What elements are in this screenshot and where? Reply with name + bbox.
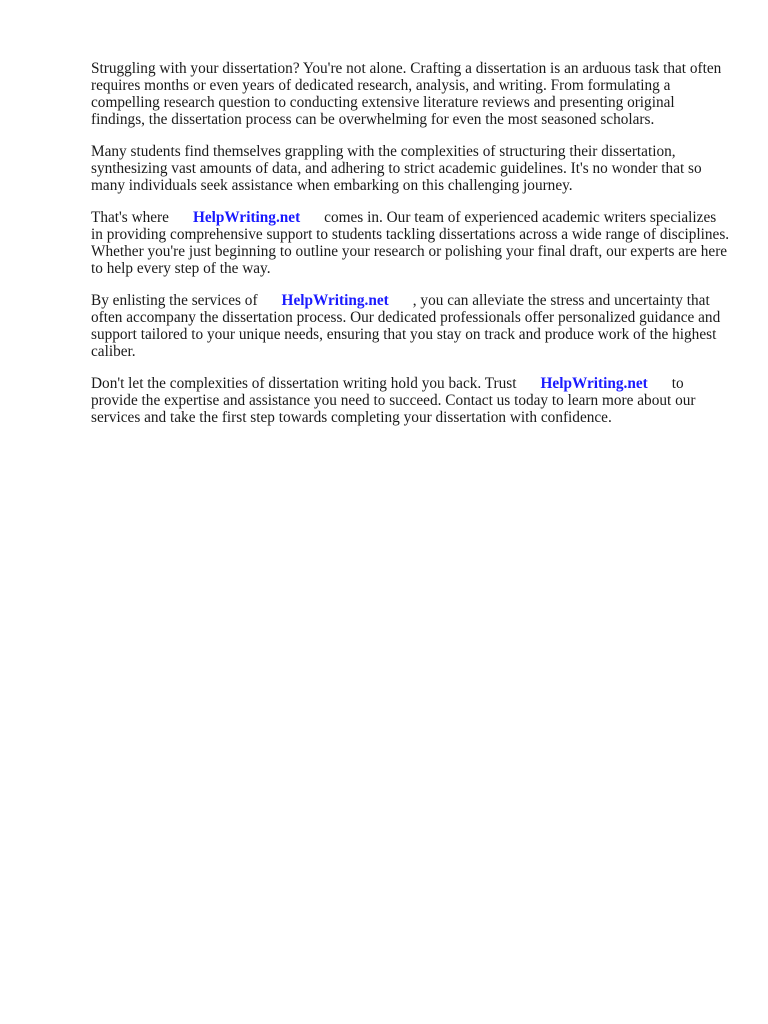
paragraph-text-after: to provide the expertise and assistance you need to succeed. Contact us today to learn more about our services and take the first step towards completing your dissertation with confidence. (91, 375, 696, 426)
paragraph-text: Struggling with your dissertation? You're not alone. Crafting a dissertation is an arduous task that often requires months or even years of dedicated research, analysis, and writing. From formulating a compelling research question to conducting extensive literature reviews and presenting original findings, the dissertation process can be overwhelming for even the most seasoned scholars. (91, 60, 722, 128)
paragraph-text-before: Don't let the complexities of dissertation writing hold you back. Trust (91, 375, 517, 392)
paragraph-intro (91, 60, 731, 128)
helpwriting-link[interactable]: HelpWriting.net (281, 292, 389, 309)
paragraph-benefits (91, 292, 731, 360)
paragraph-service-intro (91, 209, 731, 277)
paragraph-call-to-action (91, 375, 731, 426)
paragraph-text: Many students find themselves grappling with the complexities of structuring their dissertation, synthesizing vast amounts of data, and adhering to strict academic guidelines. It's no wonder that so many individuals seek assistance when embarking on this challenging journey. (91, 143, 702, 194)
paragraph-text-after: comes in. Our team of experienced academic writers specializes in providing comprehensive support to students tackling dissertations across a wide range of disciplines. Whether you're just beginning to outline your research or polishing your final draft, our experts are here to help every step of the way. (91, 209, 730, 277)
document-body (91, 60, 731, 441)
paragraph-text-before: By enlisting the services of (91, 292, 258, 309)
paragraph-challenges (91, 143, 731, 194)
paragraph-text-before: That's where (91, 209, 169, 226)
helpwriting-link[interactable]: HelpWriting.net (192, 209, 301, 226)
helpwriting-link[interactable]: HelpWriting.net (540, 375, 648, 392)
paragraph-text-after: , you can alleviate the stress and uncertainty that often accompany the dissertation process. Our dedicated professionals offer personalized guidance and support tailored to your unique needs, ensuring that you stay on track and produce work of the highest caliber. (91, 292, 721, 360)
